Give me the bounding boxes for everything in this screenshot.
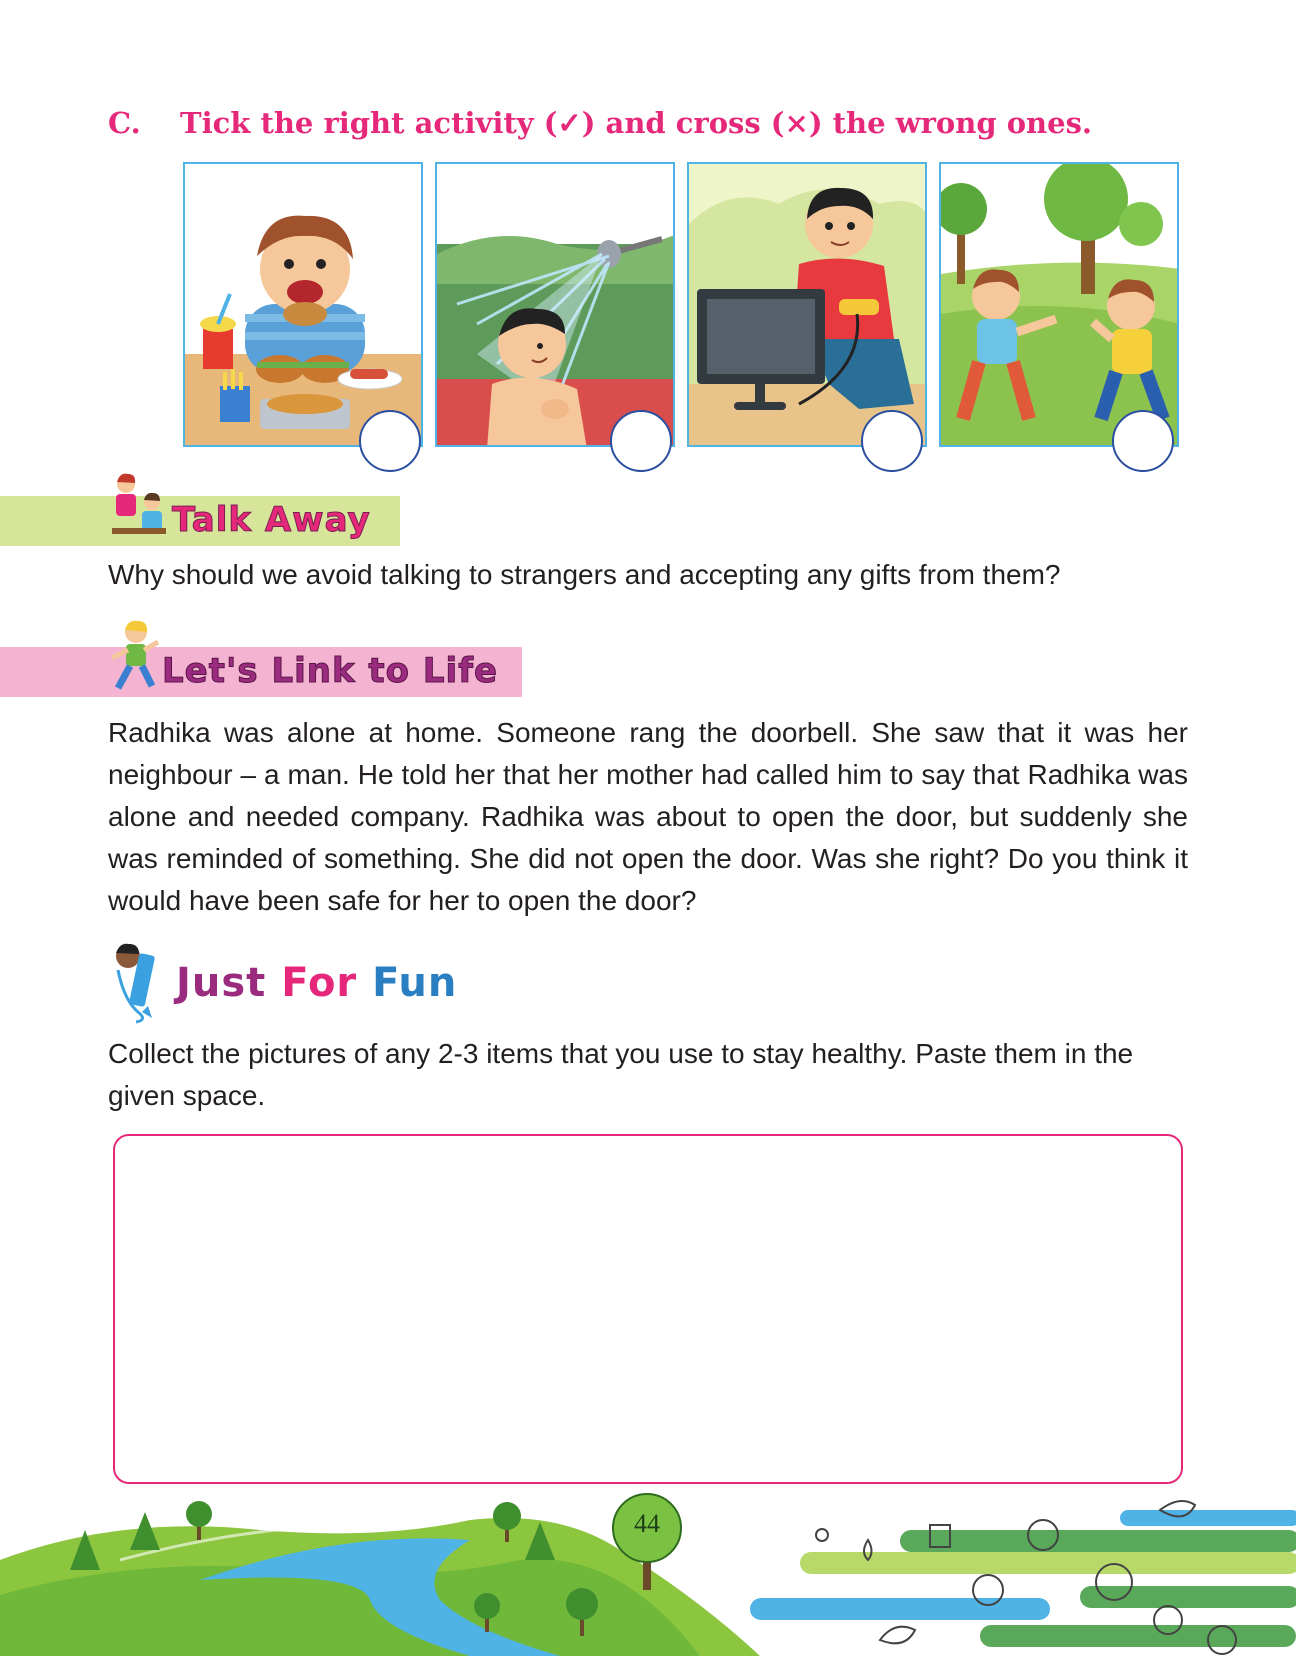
crayon-kid-icon	[108, 940, 166, 1024]
talk-away-title: Talk Away	[172, 500, 371, 540]
fun-title-word-1: Just	[176, 960, 267, 1006]
link-to-life-title: Let's Link to Life	[162, 651, 499, 691]
answer-circle-3[interactable]	[861, 410, 923, 472]
eating-boy-illustration	[185, 164, 423, 447]
answer-circle-4[interactable]	[1112, 410, 1174, 472]
activity-pictures	[183, 162, 1179, 447]
picture-eating-junk-food	[183, 162, 423, 447]
paste-pictures-box[interactable]	[113, 1134, 1183, 1484]
just-for-fun-instruction: Collect the pictures of any 2-3 items that you use to stay healthy. Paste them in the given space.	[108, 1038, 1134, 1111]
picture-playing-park	[939, 162, 1179, 447]
page-number: 44	[634, 1509, 660, 1538]
section-c-heading	[108, 106, 1092, 140]
answer-circle-2[interactable]	[610, 410, 672, 472]
section-letter: C.	[108, 106, 141, 140]
gaming-boy-illustration	[689, 164, 927, 447]
link-to-life-story: Radhika was alone at home. Someone rang the doorbell. She saw that it was her neighbour – a man. He told her that her mother had called him to say that Radhika was alone and needed company. Radhika was about to open the door, but suddenly she was reminded of something. She did not open the door. Was she right? Do you think it would have been safe for her to open the door?	[108, 717, 1188, 916]
talk-away-question: Why should we avoid talking to strangers and accepting any gifts from them?	[108, 559, 1061, 590]
just-for-fun-title	[176, 960, 457, 1006]
section-c-instruction: Tick the right activity (✓) and cross (×) the wrong ones.	[180, 106, 1093, 140]
running-kid-icon	[108, 618, 160, 696]
kids-talking-icon	[108, 470, 170, 546]
fun-title-word-3: Fun	[372, 960, 458, 1006]
answer-circle-1[interactable]	[359, 410, 421, 472]
picture-bathing	[435, 162, 675, 447]
picture-video-game	[687, 162, 927, 447]
bathing-boy-illustration	[437, 164, 675, 447]
fun-title-word-2: For	[281, 960, 358, 1006]
playing-boys-illustration	[941, 164, 1179, 447]
